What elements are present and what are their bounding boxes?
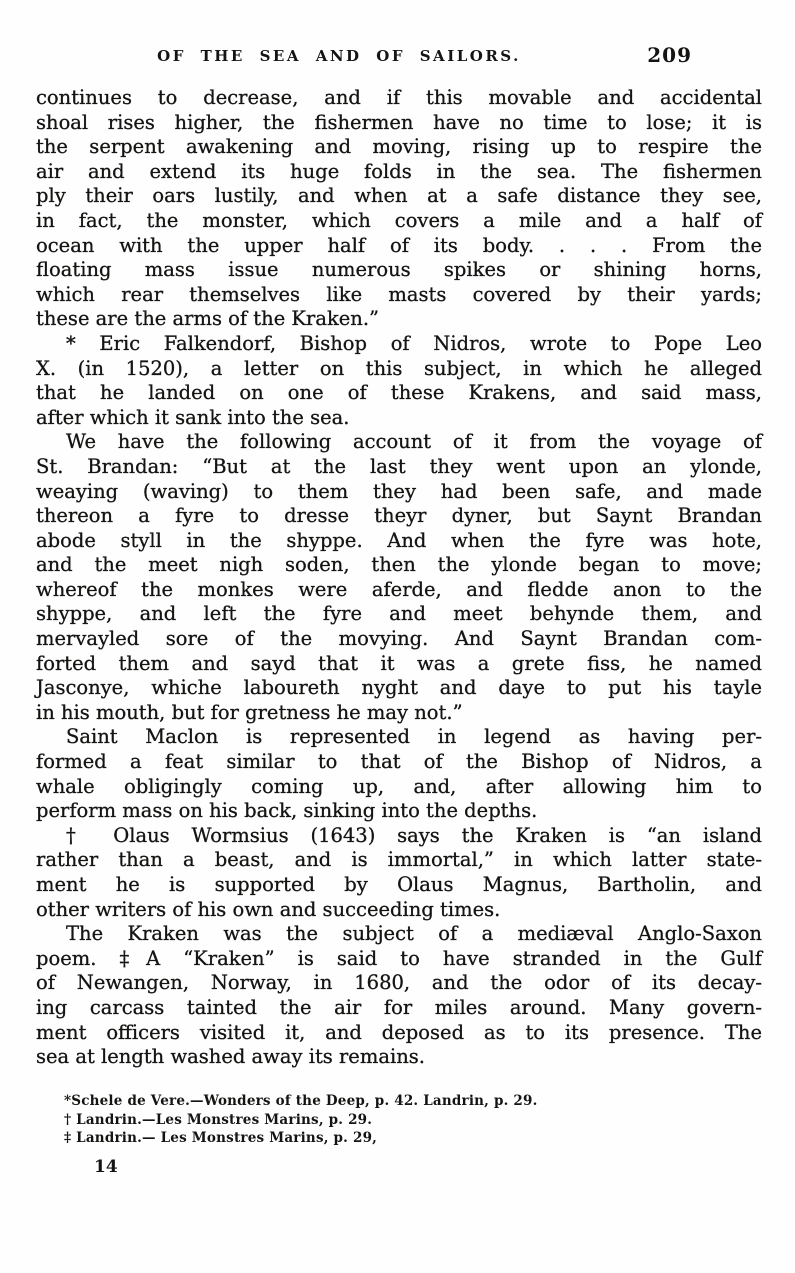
text-line: these are the arms of the Kraken.” xyxy=(36,307,380,331)
text-line: X. (in 1520), a letter on this subject, in which he alleged xyxy=(36,356,762,380)
text-line: rather than a beast, and is immortal,” in which latter state- xyxy=(36,848,762,872)
text-line: whale obligingly coming up, and, after allowing him to xyxy=(36,774,762,798)
text-line: floating mass issue numerous spikes or shining horns, xyxy=(36,258,762,282)
text-line: Jasconye, whiche laboureth nyght and daye to put his tayle xyxy=(36,676,762,700)
footnote: *Schele de Vere.—Wonders of the Deep, p. 42. Landrin, p. 29. xyxy=(64,1093,538,1109)
signature-mark: 14 xyxy=(94,1157,118,1177)
text-line: air and extend its huge folds in the sea. The fishermen xyxy=(36,159,762,183)
text-line: * Eric Falkendorf, Bishop of Nidros, wrote to Pope Leo xyxy=(66,331,762,355)
paragraph xyxy=(36,725,762,823)
page-header xyxy=(36,43,762,73)
text-line: in fact, the monster, which covers a mile and a half of xyxy=(36,208,762,232)
paragraph xyxy=(36,430,762,725)
text-line: † Olaus Wormsius (1643) says the Kraken is “an island xyxy=(66,823,762,847)
paragraph xyxy=(36,922,762,1070)
text-line: of Newangen, Norway, in 1680, and the odor of its decay- xyxy=(36,971,762,995)
text-line: ing carcass tainted the air for miles around. Many govern- xyxy=(36,995,762,1019)
text-line: whereof the monkes were aferde, and fledde anon to the xyxy=(36,577,762,601)
page-body xyxy=(36,86,762,1070)
text-line: ment he is supported by Olaus Magnus, Bartholin, and xyxy=(36,873,762,896)
text-line: thereon a fyre to dresse theyr dyner, but Saynt Brandan xyxy=(36,504,762,528)
text-line: perform mass on his back, sinking into the depths. xyxy=(36,799,538,823)
page-number: 209 xyxy=(647,43,692,67)
paragraph xyxy=(36,824,762,922)
footnote: † Landrin.—Les Monstres Marins, p. 29. xyxy=(64,1111,373,1128)
text-line: that he landed on one of these Krakens, and said mass, xyxy=(36,381,762,405)
text-line: We have the following account of it from the voyage of xyxy=(66,430,762,454)
text-line: shyppe, and left the fyre and meet behynde them, and xyxy=(36,602,762,626)
paragraph xyxy=(36,332,762,430)
footnote: ‡ Landrin.— Les Monstres Marins, p. 29, xyxy=(64,1130,378,1146)
text-line: ocean with the upper half of its body. . . . From the xyxy=(36,233,762,257)
text-line: sea at length washed away its remains. xyxy=(36,1045,425,1069)
paragraph xyxy=(36,86,762,332)
text-line: in his mouth, but for gretness he may not.” xyxy=(36,700,463,724)
text-line: formed a feat similar to that of the Bishop of Nidros, a xyxy=(36,750,762,774)
running-head: OF THE SEA AND OF SAILORS. xyxy=(157,47,521,65)
text-line: and the meet nigh soden, then the ylonde began to move; xyxy=(36,553,762,577)
text-line: poem. ‡A “Kraken” is said to have stranded in the Gulf xyxy=(36,946,762,970)
text-line: mervayled sore of the movying. And Saynt Brandan com- xyxy=(36,627,762,651)
text-line: after which it sank into the sea. xyxy=(36,405,350,429)
text-line: continues to decrease, and if this movable and accidental xyxy=(36,86,762,109)
text-line: abode styll in the shyppe. And when the fyre was hote, xyxy=(36,528,762,552)
text-line: forted them and sayd that it was a grete fiss, he named xyxy=(36,651,762,675)
text-line: ply their oars lustily, and when at a safe distance they see, xyxy=(36,184,762,208)
text-line: which rear themselves like masts covered by their yards; xyxy=(36,282,762,306)
text-line: the serpent awakening and moving, rising up to respire the xyxy=(36,135,762,159)
text-line: Saint Maclon is represented in legend as having per- xyxy=(66,725,762,749)
footnotes xyxy=(64,1092,764,1148)
text-line: St. Brandan: “But at the last they went upon an ylonde, xyxy=(36,454,762,478)
text-line: The Kraken was the subject of a mediæval Anglo-Saxon xyxy=(66,922,762,946)
text-line: weaying (waving) to them they had been safe, and made xyxy=(36,479,762,503)
text-line: other writers of his own and succeeding times. xyxy=(36,897,501,921)
text-line: ment officers visited it, and deposed as to its presence. The xyxy=(36,1020,762,1044)
text-line: shoal rises higher, the fishermen have no time to lose; it is xyxy=(36,110,762,134)
